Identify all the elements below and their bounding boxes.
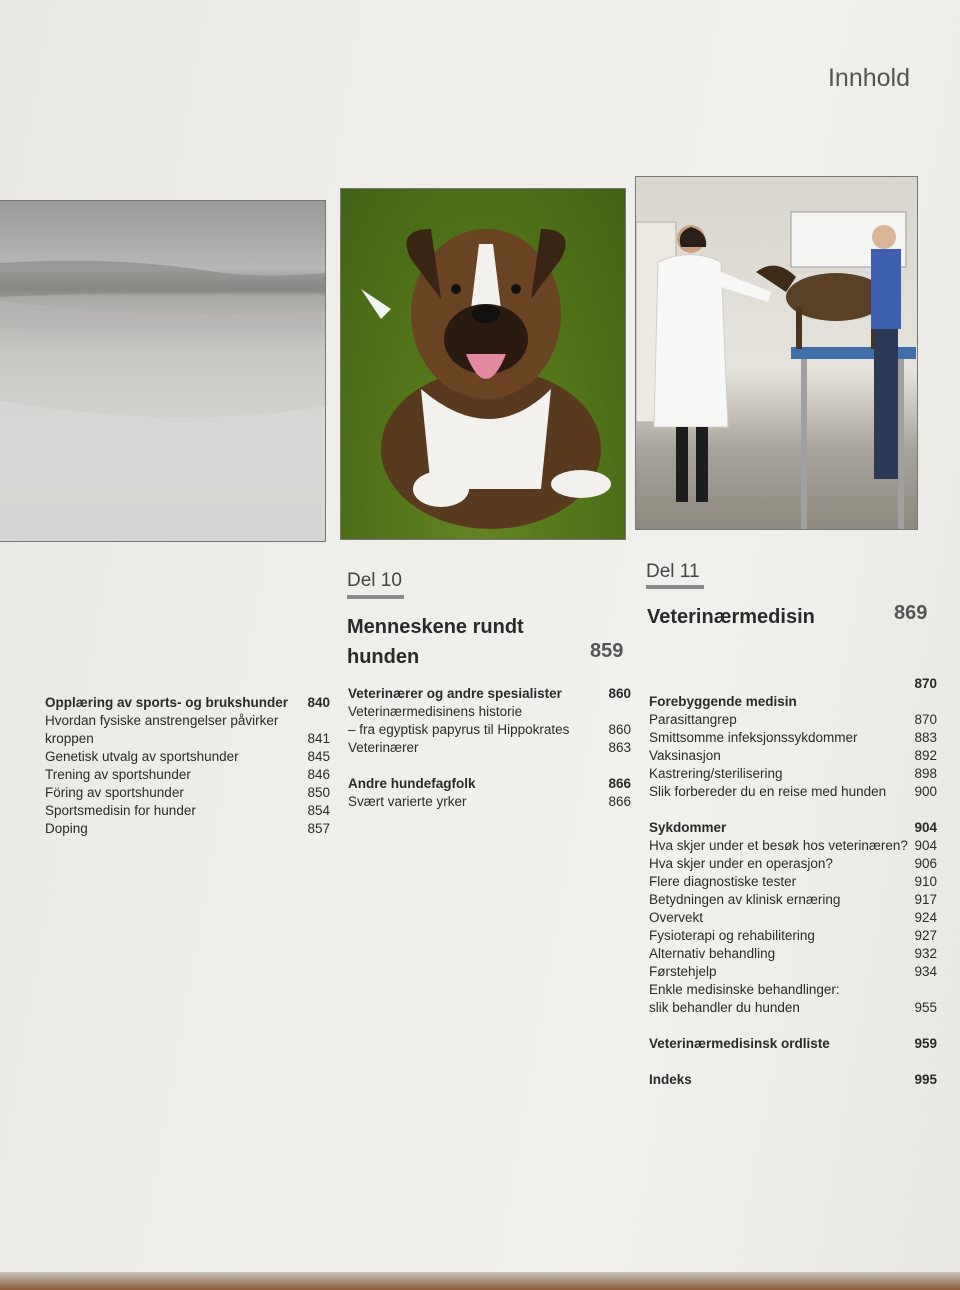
toc-entry-row[interactable] [348,703,631,721]
toc-entry-row[interactable] [348,739,631,757]
toc-entry-title: Enkle medisinske behandlinger: [649,982,840,997]
toc-entry-page: 906 [914,856,937,871]
toc-entry-page: 917 [914,892,937,907]
toc-entry-page: 934 [914,964,937,979]
toc-heading-row[interactable] [649,819,937,837]
toc-entry-title: Alternativ behandling [649,946,776,961]
toc-entry-row[interactable] [649,729,937,747]
toc-entry-title: Sykdommer [649,820,727,835]
toc-entry-title: Veterinærer og andre spesialister [348,686,562,701]
toc-entry-title: Flere diagnostiske tester [649,874,797,889]
toc-entry-title: Parasittangrep [649,712,737,727]
toc-entry-page: 932 [914,946,937,961]
toc-entry-title: Opplæring av sports- og brukshunder [45,695,289,710]
part10-label: Del 10 [347,570,402,591]
toc-spacer [649,1017,937,1035]
toc-entry-page: 846 [307,767,330,782]
toc-entry-row[interactable] [649,909,937,927]
toc-entry-page: 995 [914,1072,937,1087]
toc-entry-page: 850 [307,785,330,800]
toc-entry-page: 870 [914,712,937,727]
toc-entry-row[interactable] [649,837,937,855]
toc-entry-row[interactable] [649,855,937,873]
toc-entry-title: Overvekt [649,910,704,925]
beach-illustration [0,201,325,541]
toc-entry-row[interactable] [649,963,937,981]
toc-entry-page: 883 [914,730,937,745]
toc-heading-row[interactable] [649,693,937,711]
toc-entry-page: 860 [608,686,631,701]
toc-entry-row[interactable] [649,765,937,783]
toc-entry-row[interactable] [649,711,937,729]
vet-exam-photo [635,176,918,530]
toc-spacer [348,757,631,775]
toc-entry-title: Genetisk utvalg av sportshunder [45,749,239,764]
toc-entry-title: Førstehjelp [649,964,717,979]
toc-entry-title: Veterinærmedisinsk ordliste [649,1036,830,1051]
toc-entry-page: 904 [914,838,937,853]
toc-entry-row[interactable] [348,721,631,739]
toc-entry-title: Betydningen av klinisk ernæring [649,892,841,907]
toc-entry-page: 841 [307,731,330,746]
toc-entry-title: Smittsomme infeksjonssykdommer [649,730,858,745]
toc-entry-page: 866 [608,776,631,791]
toc-entry-page: 845 [307,749,330,764]
toc-entry-title: Indeks [649,1072,692,1087]
toc-entry-page: 900 [914,784,937,799]
toc-entry-row[interactable] [649,945,937,963]
toc-entry-row[interactable] [45,802,330,820]
toc-entry-page: 857 [307,821,330,836]
toc-entry-page: 854 [307,803,330,818]
toc-entry-page: 904 [914,820,937,835]
toc-spacer [649,1053,937,1071]
vet-exam-illustration [636,177,917,529]
toc-entry-page: 840 [307,695,330,710]
toc-entry-title: Svært varierte yrker [348,794,467,809]
toc-entry-row[interactable] [45,748,330,766]
toc-entry-title: Fysioterapi og rehabilitering [649,928,815,943]
toc-entry-title: Hva skjer under en operasjon? [649,856,833,871]
page-edge [0,1272,960,1290]
boxer-dog-photo [340,188,626,540]
part10-rule [347,595,404,599]
toc-entry-title: kroppen [45,731,94,746]
toc-heading-row[interactable] [348,775,631,793]
toc-column-left [45,694,330,838]
toc-entry-page: 860 [608,722,631,737]
toc-entry-title: Slik forbereder du en reise med hunden [649,784,887,799]
part10-title-line2: hunden [347,646,420,668]
toc-entry-title: Hvordan fysiske anstrengelser påvirker [45,713,279,728]
toc-column-middle [348,685,631,811]
beach-photo [0,200,326,542]
toc-entry-row[interactable] [45,784,330,802]
toc-entry-title: Trening av sportshunder [45,767,191,782]
toc-entry-row[interactable] [45,766,330,784]
toc-entry-page: 910 [914,874,937,889]
part11-page: 869 [894,602,928,624]
part11-label: Del 11 [646,561,700,582]
toc-entry-page: 927 [914,928,937,943]
toc-entry-row[interactable] [649,981,937,999]
toc-entry-title: Doping [45,821,88,836]
toc-entry-page: 863 [608,740,631,755]
toc-entry-row[interactable] [649,999,937,1017]
toc-entry-page: 870 [914,676,937,691]
toc-entry-page: 866 [608,794,631,809]
toc-entry-title: Veterinærer [348,740,419,755]
toc-entry-row[interactable] [45,820,330,838]
toc-entry-row[interactable] [45,730,330,748]
running-header: Innhold [827,64,910,92]
toc-entry-row[interactable] [649,891,937,909]
toc-entry-title: Kastrering/sterilisering [649,766,783,781]
part10-title-line1: Menneskene rundt [347,616,524,638]
toc-entry-title: Veterinærmedisinens historie [348,704,523,719]
boxer-dog-illustration [341,189,625,539]
toc-heading-row[interactable] [649,1035,937,1053]
toc-heading-row[interactable] [45,694,330,712]
toc-entry-title: Andre hundefagfolk [348,776,476,791]
toc-entry-title: Vaksinasjon [649,748,721,763]
toc-entry-title: – fra egyptisk papyrus til Hippokrates [348,722,570,737]
part11-rule [646,585,704,589]
toc-entry-row[interactable] [649,927,937,945]
toc-heading-row[interactable] [649,675,937,693]
toc-column-right [649,675,937,1089]
toc-entry-page: 898 [914,766,937,781]
toc-spacer [649,801,937,819]
toc-heading-row[interactable] [348,685,631,703]
toc-entry-page: 959 [914,1036,937,1051]
toc-entry-row[interactable] [649,747,937,765]
toc-entry-row[interactable] [45,712,330,730]
toc-entry-title: slik behandler du hunden [649,1000,800,1015]
toc-entry-row[interactable] [649,783,937,801]
toc-heading-row[interactable] [649,1071,937,1089]
part10-title [347,612,524,672]
toc-entry-title: Sportsmedisin for hunder [45,803,196,818]
toc-entry-page: 955 [914,1000,937,1015]
toc-entry-page: 924 [914,910,937,925]
toc-entry-row[interactable] [348,793,631,811]
toc-entry-title: Forebyggende medisin [649,694,797,709]
toc-entry-title: Hva skjer under et besøk hos veterinæren? [649,838,908,853]
part10-page: 859 [590,640,624,662]
toc-entry-title: Föring av sportshunder [45,785,184,800]
toc-entry-page: 892 [914,748,937,763]
part11-title: Veterinærmedisin [647,606,815,628]
toc-entry-row[interactable] [649,873,937,891]
